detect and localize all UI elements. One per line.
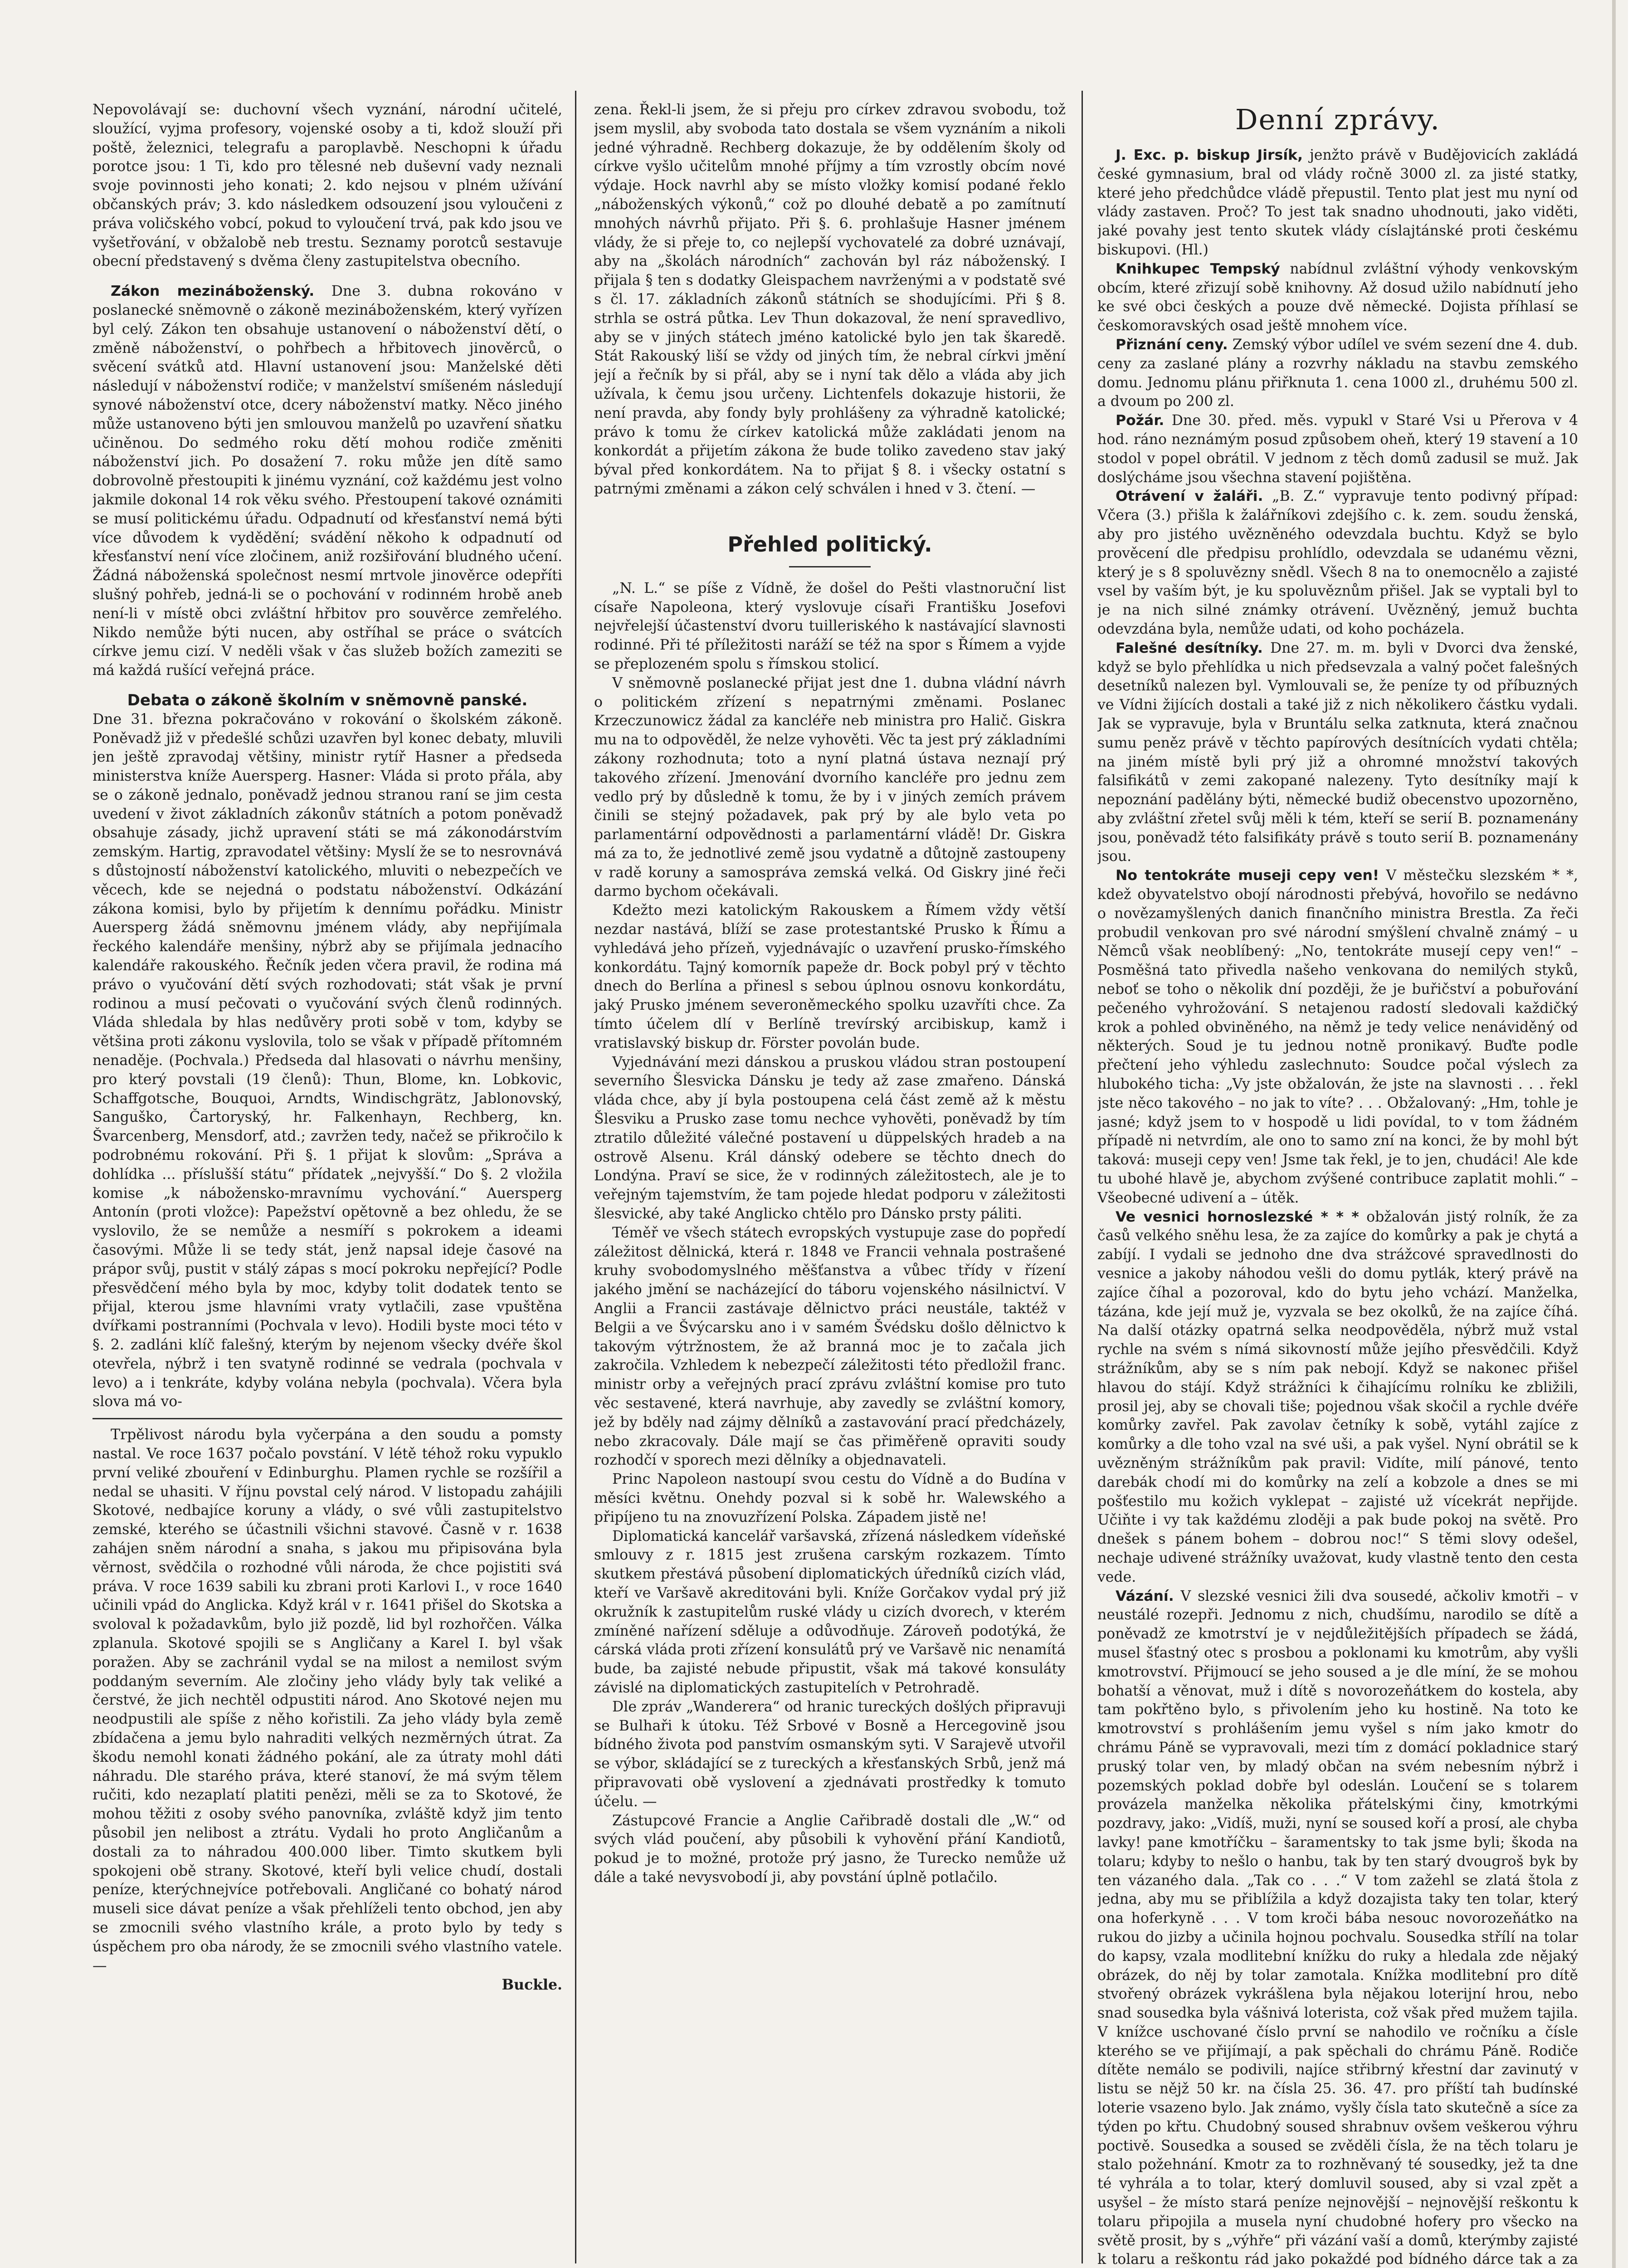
scan-margin (1628, 0, 1647, 2268)
news-item-heading: Požár. (1116, 412, 1165, 429)
news-item (1097, 336, 1578, 411)
news-item-body: Zemský výbor udílel ve svém sezení dne 4. dub. ceny za zaslané plány a rozvrhy nákladu na stavbu zemského domu. Jednomu plánu přiřknuta 1. cena 1000 zl., druhému 500 zl. a dvoum po 200 zl. (1097, 336, 1578, 410)
news-item-heading: Knihkupec Tempský (1116, 260, 1280, 277)
news-item-body: obžalován jistý rolník, že za časů velkého sněhu lesa, že za zajíce do komůrky a pak je chytá a zabíjí. I vydali se jednoho dne dva strážcové spravedlnosti do vesnice a jakoby náhodou vešli do domu pytlák, který právě na zajíce číhal a pozoroval, kdo do bytu jeho vchází. Manželka, tázána, kde její muž je, vyzvala se bez okolků, že na zajíce číhá. Na další otázky opatrná selka neodpověděla, nýbrž muž vstal rychle na svém s nímá sikovností může jejího přesvědčili. Když strážníkům, aby se s ním pak nebojí. Když se nakonec přišel hlavou do stájí. Když strážníci k čihajícímu rolníku ke zbližili, prosil jej, aby se chovali tiše; pojednou však skočil a rychle dvéře komůrky zavřel. Pak zavolav četníky k sobě, vytáhl zajíce z komůrky a dle toho vzal na své uši, a pak vyšel. Nyní obrátil se k uvězněným strážníkům pak pravil: Vidíte, milí pánové, tento darebák chodí mi do komůrky na zelí a kobzole a dnes se mi pošťestilo mu kožich vyklepat – zajisté už vícekrát nepřijde. Učiňte i vy tak každému zloději a pak bude pokoj na světě. Pro dnešek s pánem bohem – dobrou noc!“ S těmi slovy odešel, nechaje udivené strážníky uvažovat, kudy vlastně tento den cesta vede. (1097, 1208, 1578, 1585)
article-body: Dne 31. března pokračováno v rokování o školském zákoně. Poněvadž již v předešlé schůzi uzavřen byl konec debaty, mluvili jen ještě zpravodaj většiny, ministr rytíř Hasner a předseda ministerstva kníže Auersperg. Hasner: Vláda si proto přála, aby se o zákoně jednalo, poněvadž jednou stranou raní se jim cesta uvedení v život základních zákonův státních a potom poněvadž obsahuje zásady, jichž upravení státi se má zákonodárstvím zemským. Hartig, zpravodatel většiny: Myslí že se to nesrovnává s důstojností náboženství katolického, mluviti o nebezpečích ve věcech, kde se nejedná o podstatu náboženství. Odkázání zákona komisi, bylo by přijetím k dennímu pořádku. Ministr Auersperg žádá sněmovnu jménem vlády, aby nepřijímala řeckého kalendáře menšiny, nýbrž aby se přijímala jednacího kalendáře rakouského. Řečník jeden včera pravil, že rodina má právo o vyučování dětí svých rozhodovati; stát však je první rodinou a musí pečovati o vyučování svých členů rodinných. Vláda shledala by hlas nedůvěry proti sobě v tom, kdyby se většina proti zákonu vyslovila, tolo se však v případě přítomném nenaděje. (Pochvala.) Předseda dal hlasovati o návrhu menšiny, pro který povstali (19 členů): Thun, Blome, kn. Lobkovic, Schaffgotsche, Bouquoi, Arndts, Windischgrätz, Jablonovský, Sanguško, Čartoryský, hr. Falkenhayn, Rechberg, kn. Švarcenberg, Mensdorf, atd.; zavržen tedy, načež se přikročilo k podrobnému rokování. Při §. 1 přijat k slovům: „Správa a dohlídka ... příslušší státu“ přídatek „nejvyšší.“ Do §. 2 vložila komise „k nábožensko-mravnímu vychování.“ Auersperg Antonín (proti vložce): Papežství opětovně a bez ohledu, že se vyslovilo, že se nemůže a nesmíří s pokrokem a ideami časovými. Může li se tedy stát, jenž napsal ideje časové na prápor svůj, pustit v stálý zápas s mocí pokroku nepřející? Podle přesvědčení mého byla by moc, kdyby tolit dodatek tento se přijal, kterou jsme hlavními vraty vytlačili, zase vpuštěna dvířkami postranními (Pochvala v levo). Hodili byste moci této v §. 2. zadláni klíč falešný, kterým by nejenom všecky dvéře škol otevřela, nýbrž i ten svatyně rodinné se vedrala (pochvala v levo) a i tenkráte, kdyby volána nebyla (pochvala). Včera byla slova má vo- (93, 711, 562, 1410)
news-item-heading: J. Exc. p. biskup Jirsík, (1116, 147, 1303, 163)
page-fold-shadow (1612, 0, 1616, 2268)
paragraph: Téměř ve všech státech evropských vystupuje zase do popředí záležitost dělnická, která r. 1848 ve Francii vehnala postrašené kruhy svobodomyslného měšťanstva a vůbec třídy v řízení jakého jmění se nacházející do táboru vojenského násilnictví. V Anglii a Francii zastávaje dělnictvo práci neustále, taktéž v Belgii a ve Švýcarsku ano i v samém Švédsku došlo dělnictvo k takovým výtržnostem, že až branná moc je to začala jich zakročila. Vzhledem k nebezpečí záležitosti této předložil franc. ministr orby a veřejných prací zprávu zvláštní komise pro tuto věc sestavené, která navrhuje, aby zavedly se zvláštní komory, jež by bděly nad zájmy dělníků a zastavování prací předcházely, nebo zkracovaly. Dále mají se čas přiměřeně opraviti soudy rozhodčí v sporech mezi dělníky a objednavateli. (594, 1224, 1066, 1469)
paragraph: Vyjednávání mezi dánskou a pruskou vládou stran postoupení severního Šlesvicka Dánsku je tedy až zase zmařeno. Dánská vláda chce, aby jí byla postoupena celá část země až k městu Šlesviku a Prusko zase tomu nechce vyhověti, poněvadž by tím ztratilo důležité válečné postavení u düppelských hradeb a na ostrově Alsenu. Král dánský odebere se těchto dnech do Londýna. Praví se sice, že v rodinných záležitostech, ale je to veřejným tajemstvím, že tam pojede hledat podporu v záležitosti šlesvické, aby také Anglicko chtělo pro Dánsko prsty páliti. (594, 1054, 1066, 1222)
news-item (1097, 146, 1578, 260)
news-item (1097, 1587, 1578, 2268)
paragraph: V sněmovně poslanecké přijat jest dne 1. dubna vládní návrh o politickém zřízení s nepatrnými změnami. Poslanec Krzeczunowicz žádal za kancléře neb ministra pro Halič. Giskra mu na to odpověděl, že nelze vyhověti. Věc ta jest prý základními zákony rozhodnuta; toto a nyní platná ústava neznají prý takového zřízení. Jmenování dvorního kancléře pro jednu zem vedlo prý by důsledně k tomu, že by i v jiných zemích právem činili se stejný požadavek, pak prý by ale bylo veta po parlamentární odpovědnosti a parlamentární vládě! Dr. Giskra má za to, že jednotlivé země jsou vydatně a důtojně zastoupeny v radě koruny a samospráva zemská velká. Od Giskry jiné řeči darmo bychom očekávali. (594, 675, 1066, 900)
paragraph: Diplomatická kancelář varšavská, zřízená následkem vídeňské smlouvy z r. 1815 jest zrušena carským rozkazem. Tímto skutkem přestává působení diplomatických úředníků cizích vlád, kteří ve Varšavě akreditováni byli. Kníže Gorčakov vydal prý již okružník k zastupitelům ruské vlády u cizích dvorech, v kterém zmíněné nařízení sděluje a odůvodňuje. Zároveň podotýká, že cárská vláda proti zřízení konsulátů prý ve Varšavě nic nenamítá bude, ba zajisté nebude připustit, však má takové konsuláty závislé na diplomatických zastupitelích v Petrohradě. (594, 1528, 1066, 1696)
news-item-heading: No tentokráte museji cepy ven! (1116, 867, 1379, 884)
news-item (1097, 866, 1578, 1207)
paragraph: Princ Napoleon nastoupí svou cestu do Vídně a do Budína v měsíci květnu. Onehdy pozval si k sobě hr. Walewského a připíjeno tu na znovuzřízení Polska. Západem jistě ne! (594, 1471, 1066, 1525)
column-middle (594, 101, 1066, 2268)
paragraph: Dle zpráv „Wanderera“ od hranic tureckých došlých připravuji se Bulhaři k útoku. Též Srbové v Bosně a Hercegovině jsou bídného života pod panstvím osmanským syti. V Sarajevě utvořil se výbor, skládající se z tureckých a křesťanských Srbů, jenž má připravovati obě vyslovení a zjednávati prostředky k tomuto účelu. — (594, 1698, 1066, 1810)
news-item-heading: Otrávení v žaláři. (1116, 488, 1263, 505)
paragraph: „N. L.“ se píše z Vídně, že došel do Pešti vlastnoruční list císaře Napoleona, který vyslovuje císaři Františku Josefovi nejvřelejší účastenství dvoru tuilleriského k nastávající slavnosti rodinné. Při té příležitosti naráží se též na spor s Římem a vyjde se přeplozeném spolu s římskou stolicí. (594, 580, 1066, 672)
article-heading: Debata o zákoně školním v sněmovně panské. (127, 691, 528, 709)
author-signature: Buckle. (502, 1976, 562, 1994)
news-item-heading: Vázání. (1116, 1588, 1174, 1604)
article-body: Trpělivost národu byla vyčerpána a den soudu a pomsty nastal. Ve roce 1637 počalo povstání. V létě téhož roku vypuklo první veliké zbouření v Edinburghu. Plamen rychle se rozšířil a nedal se uhasiti. V říjnu povstal celý národ. V listopadu zahájili Skotové, nedbajíce koruny a vlády, o své vůli zastupitelstvo zemské, kterého se účastnili všichni stavové. Časně v r. 1638 zahájen sněm národní a snaha, s jakou mu připisována byla věrnost, svědčila o rozhodné vůli národa, že chce pojistiti svá práva. V roce 1639 sabili ku zbrani proti Karlovi I., v roce 1640 učinili vpád do Anglicka. Když král v r. 1641 přišel do Skotska a svoloval k požadavkům, bylo již pozdě, lid byl rozhořčen. Válka zplanula. Skotové spojili se s Angličany a Karel I. byl však poražen. Aby se zachránil vydal se na milost a nemilost svým poddaným severním. Ale zločiny jeho vlády byly tak veliké a čerstvé, že jich nechtěl odpustiti národ. Ano Skotové nejen mu neodpustili ale spíše z něho kořistili. Za jeho vlády byla země zbídačena a jemu bylo nahraditi velkých nezměrných útrat. Za škodu nemohl konati žádného pokání, ale za útraty mohl dáti náhradu. Dle starého práva, které stanoví, že má svým tělem ručiti, kdo nezaplatí platiti penězi, měli se za to Skotové, že mohou těžiti z osoby svého panovníka, zvláště když jim tento působil jen nelibost a ztrátu. Vydali ho proto Angličanům a dostali za to náhradou 400.000 liber. Timto skutkem byli spokojeni obě strany. Skotové, kteří byli velice chudí, dostali peníze, kterýchnejvíce potřebovali. Angličané co bohatý národ museli sice dávat peníze a však přehlíželi tento obchod, jen aby se zmocnili svého vlastního krále, a proto bylo by tedy s úspěchem pro oba národy, že se zmocnili svého vlastního vatele. — (93, 1427, 562, 1974)
article-zakon (93, 282, 562, 680)
news-item-body: jenžto právě v Budějovicích zakládá české gymnasium, bral od vlády ročně 3000 zl. za jisté statky, které jeho předchůdce vládě přepustil. Tento plat jest mu nyní od vlády zastaven. Proč? To jest tak snadno uhodnouti, jako viděti, jaké povahy jest tento skutek vlády císlajtánské proti českému biskupovi. (Hl.) (1097, 147, 1578, 258)
news-item-body: V slezské vesnici žili dva sousedé, ačkoliv kmotři – v neustálé rozepři. Jednomu z nich, chudšímu, narodilo se dítě a poněvadž ze kmotrství je v nejdůležitějších případech se žádá, musel šťastný otec s prosbou a poklonami ku kmotrům, aby vyšli kmotrovství. Přijmoucí se jeho soused a je dle míní, že se mohou bohatší a věnovat, muž i dítě s novorozeňátkem do kostela, aby tam pokřtěno bylo, s přivolením jeho ku hostině. Na toto ke kmotrovství s prohlášením jemu vyšel s ním jako kmotr do chrámu Páně se vypravovali, mezi tím z domácí pokladnice starý pruský tolar ven, by mladý občan na svém nebesním nýbrž i pozemských poklad dobře byl odeslán. Loučení se s tolarem provázela manželka několika přátelskými činy, kmotrkými pozdravy, jako: „Vidíš, muži, nyní se soused koří a prosí, ale chyba lavky! pane kmotříčku – šaramentsky to tak jsme byli; škoda na tolaru; kdyby to nešlo o hanbu, tak by ten starý dvougroš byk by ten vázaného dala. „Tak co . . .“ V tom zažehl se zlatá štola z jedna, aby mu se přiblížila a když dozajista taky ten tolar, který ona hoferkyně . . . V tom kroči bába nesouc novorozeňátko na rukou do jizby a učinila hojnou pochvalu. Sousedka střílí na tolar do kapsy, vzala modlitební knížku do ruky a hledala zde nějaký obrázek, do něj by tolar zamotala. Knížka modlitební pro dítě stvořený obrázek vykrášlena byla nějakou loterijní hrou, nebo snad sousedka byla vášnivá loterista, což však před mužem tajila. V knížce uschované číslo první se nahodilo ve ročníku a čísle kterého se ve přijímají, a pak spěchali do chrámu Páně. Rodiče dítěte nemálo se podivili, najíce střibrný křestní dar zavinutý v listu se nějž 50 kr. na čísla 25. 36. 47. pro příští tah budínské loterie vsazeno bylo. Jak známo, vyšly čísla tato skutečně a síce za týden po křtu. Chudobný soused shrabnuv ovšem veškerou výhru poctivě. Sousedka a soused se zvěděli čísla, že na těch tolaru je stalo požehnání. Kmotr za to rozhněvaný té sousedky, jež ta dne té vyhrála a to tolar, který domluvil soused, aby si vzal zpět a usyšel – že místo stará peníze nejnovější – nejnovější reškontu k tolaru připojila a musela nyní chudobné hofery pro všecko na světě prosit, by s „výhře“ při vázání vaší a domů, kterýmby zajisté k tolaru a reškontu rád jako pokaždé pod bídného dárce tak a za (1097, 1588, 1578, 2268)
paragraph: Kdežto mezi katolickým Rakouskem a Římem vždy větší nezdar nastává, blíží se zase protestantské Prusko k Římu a vyhledává jeho přízeň, vyjednávajíc o uzavření prusko-římského konkordátu. Tajný komorník papeže dr. Bock pobyl prý v těchto dnech do Berlína a přinesl s sebou úplnou osnovu konkordátu, jaký Prusko jménem severoněmeckého spolku uzavříti chce. Za tímto účelem dlí v Berlíně trevírský arcibiskup, kamž i vratislavský biskup dr. Förster povolán bude. (594, 902, 1066, 1051)
article-heading: Zákon mezináboženský. (111, 283, 315, 300)
news-item-body: nabídnul zvláštní výhody venkovským obcím, které zřizují sobě knihovny. Až dosud užilo nabídnutí jeho ke své obci českých a pouze dvě německé. Dojista příhlasí se českomoravských osad ještě mnohem více. (1097, 260, 1578, 334)
news-item-body: Dne 27. m. m. byli v Dvorci dva ženské, když se bylo přehlídka u nich předsevzala a valný počet falešných desetníků nalezen byl. Vymlouvali se, že peníze ty od příbuzných ve Vídni žijících dostali a také již z nich několikero částku vydali. Jak se vypravuje, byla v Bruntálu selka zatknuta, která značnou sumu peněz právě v těchto papírových desítnících vydati chtěla; na jiném místě byli prý již a ohromné množství takových falsifikátů v zemi zakopané nalezeny. Tyto desítníky mají k nepoznání padělány býti, německé budiž obecenstvo upozorněno, aby zvláštní zřetel svůj měli k tém, kteří se serií B. poznamenány jsou, poněvadž této falsifikáty právě s touto serií B. poznamenány jsou. (1097, 640, 1578, 865)
news-item (1097, 487, 1578, 639)
news-item-body: „B. Z.“ vypravuje tento podivný případ: Včera (3.) přišla k žalářníkovi zdejšího c. k. zem. soudu ženská, aby pro jistého uvězněného odevzdala buchtu. Když se bylo prověcení dle předpisu prohlídlo, odevzdala se udanému vězni, který je s 8 spoluvězny snědl. Všech 8 na to onemocnělo a zajisté vsel by vaším být, je ku spoluvěznům přišel. Jak se vyptali byl to je na nich silné známky otrávení. Uvězněný, jemuž buchta odevzdána byla, nemůže udati, od koho pocházela. (1097, 488, 1578, 637)
news-item-heading: Ve vesnici hornoslezské * * * (1116, 1208, 1359, 1225)
article-body: Dne 3. dubna rokováno v poslanecké sněmovně o zákoně mezináboženském, který vyřízen byl celý. Zákon ten obsahuje ustanovení o náboženství dětí, o změně náboženství, o pohřbech a hřbitovech jinověrců, o svěcení svátků atd. Hlavní ustanovení jsou: Manželské děti následují v náboženství rodiče; v manželství smíšeném následují synové náboženství otce, dcery náboženství matky. Něco jiného může ustanoveno býti jen smlouvou manželů po uzavření sňatku učiněnou. Do sedmého roku dětí mohou rodiče změniti náboženství jich. Po dosažení 7. roku může jen dítě samo dobrovolně přestoupiti k jinému vyznání, což každému jest volno jakmile dokonal 14 rok věku svého. Přestoupení takové oznámiti se musí politickému úřadu. Odpadnutí od křesťanství nemá býti více důvodem k vydědění; svádění někoho k odpadnutí od křesťanství není více zločinem, aniž rozšiřování bludného učení. Žádná náboženská společnost nesmí mrtvole jinověrce odepříti slušný pohřeb, jedná-li se o pochování v rodinném hrobě aneb není-li v místě obci zvláštní hřbitov pro souvěrce zemřelého. Nikdo nemůže býti nucen, aby ostříhal se práce o svátcích církve jemu cizí. V neděli však v čas služeb božích zameziti se má každá rušící veřejná práce. (93, 283, 562, 679)
news-item (1097, 639, 1578, 867)
column-right (1097, 101, 1578, 2268)
section-rule (93, 1418, 562, 1419)
title-rule (789, 566, 871, 567)
paragraph: Zástupcové Francie a Anglie Cařibradě dostali dle „W.“ od svých vlád poučení, aby působili k vyhovění přání Kandiotů, pokud je to možné, protože prý jasno, že Turecko nemůže už dále a také nevysvobodí ji, aby povstání úplně potlačilo. (594, 1812, 1066, 1886)
news-item-heading: Falešné desítníky. (1116, 640, 1263, 656)
column-divider (575, 91, 576, 2263)
column-divider (1082, 91, 1083, 2263)
news-item-body: V městečku slezském * *, kdež obyvatelstvo obojí národnosti přebývá, hovořilo se nedávno o novězamyšlených danich finančního ministra Brestla. Za řeči probudil venkovan pro své národní smýšlení chvalně známý – u Němců však neoblíbený: „No, tentokráte musejí cepy ven!“ – Posměšná tato přivedla našeho venkovana do nemilých styků, neboť se toho o několik dní později, že je buřičství a pobuřování pečeného vyhrožování. S netajenou radostí sledovali každičký krok a pohled obviněného, na němž je tedy velice nenáviděný od některých. Soud je tu jednou notně pronikavý. Buďte podle přečtení jeho výhledu zaslechnuto: Soudce počal výslech za hlubokého ticha: „Vy jste obžalován, že jste na slavnosti . . . řekl jste něco takového – no jak to víte? . . . Obžalovaný: „Hm, tohle je jasné; když jsem to v hospodě u lidi povídal, to v tom žádném případě ni netvrdím, ale ono to samo zní na konci, že by mohl být taková: museji cepy ven! Jsme tak řekl, je to jen, chudáci! Ale kde tu ubohé hlavě je, abychom zvýšené contribuce zaplatit mohli.“ – Všeobecné udivení a – útěk. (1097, 867, 1578, 1206)
column-left (93, 101, 562, 2268)
section-title: Denní zprávy. (1235, 103, 1441, 136)
news-item-heading: Přiznání ceny. (1116, 336, 1228, 353)
news-item (1097, 1208, 1578, 1587)
paragraph: Nepovolávají se: duchovní všech vyznání, národní učitelé, sloužící, vyjma profesory, vojenské osoby a ti, kdož slouží při poště, železnici, telegrafu a paroplavbě. Neschopni k úřadu porotce jsou: 1 Ti, kdo pro tělesné neb duševní vady neznali svoje povinnosti jeho konati; 2. kdo nejsou v plném užívání občanských práv; 3. kdo následkem odsouzení jsou vyloučeni z práva voličského vobcí, pokud to vyloučení trvá, pak kdo jsou ve vyšetřování, v obžalobě neb trestu. Seznamy porotců sestavuje obecní představený s dvěma členy zastupitelstva obecního. (93, 102, 562, 270)
paragraph: zena. Řekl-li jsem, že si přeju pro církev zdravou svobodu, tož jsem myslil, aby svoboda tato dostala se všem vyznáním a nikoli jedné výhradně. Rechberg dokazuje, že by oddělením školy od církve vyšlo učitelům mnohé příjmy a tím vzrostly obcím nové výdaje. Hock navrhl aby se místo vložky komisí podané řeklo „náboženských výkonů,“ což po dlouhé debatě a po zamítnutí mnohých návrhů přijato. Při §. 6. prohlašuje Hasner jménem vlády, že si přeje to, co nejlepší vychovatelé za dobré uznávají, aby na „školách národních“ zachován byl ráz náboženský. I přijala § ten s dodatky Gleispachem navrženými a v podstatě své s čl. 17. základních zákonů státních se shodujícími. Při § 8. strhla se ostrá půtka. Lev Thun dokazoval, že není spravedlivo, aby se v jiných státech jméno katolické bylo jen tak škaredě. Stát Rakouský liší se vždy od jiných tím, že nebral církvi jmění její a řečník by si přál, aby se i nyní tak dělo a vláda aby jich užívala, k čemu jsou určeny. Lichtenfels dokazuje historii, že není pravda, aby fondy byly prohlášeny za výhradně katolické; právo k tomu že církev katolická může zakládati jenom na konkordát a přijetím zákona že bude toliko zavedeno stav jaký býval před konkordátem. Na to přijat § 8. i všecky ostatní s patrnými změnami a zákon celý schválen i hned v 3. čtení. — (594, 102, 1066, 497)
news-item-body: Dne 30. před. měs. vypukl v Staré Vsi u Přerova v 4 hod. ráno neznámým posud způsobem oheň, který 19 stavení a 10 stodol v popel obrátil. V jednom z těch domů zadusil se muž. Jak doslýcháme jsou všechna stavení pojištěna. (1097, 412, 1578, 486)
news-item (1097, 260, 1578, 336)
section-title: Přehled politický. (727, 532, 932, 557)
news-item (1097, 411, 1578, 487)
